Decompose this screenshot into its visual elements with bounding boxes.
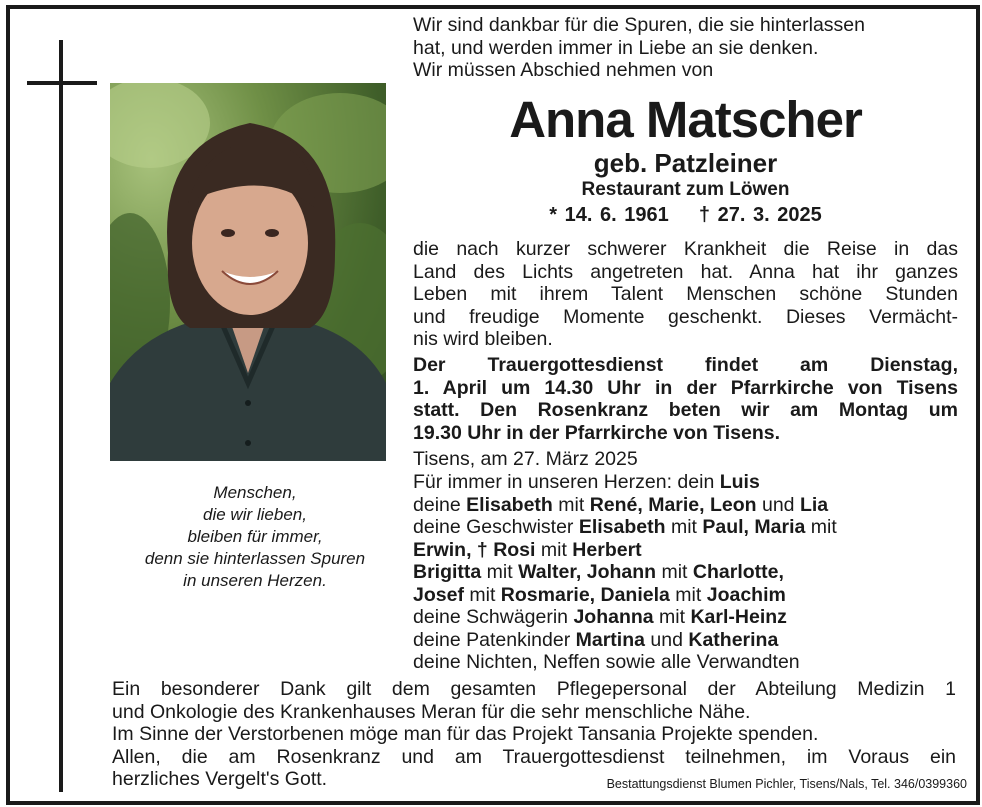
poem: [110, 482, 400, 592]
mourner-name: Martina: [575, 628, 645, 651]
mourner-line: [413, 629, 958, 652]
mourner-line: [413, 494, 958, 517]
poem-line: die wir lieben,: [203, 505, 307, 524]
mourner-name: Herbert: [572, 538, 642, 561]
mourner-name: Katherina: [688, 628, 779, 651]
thanks-line: Allen, die am Rosenkranz und am Trauergottesdienst teilnehmen, im Voraus ein: [112, 745, 956, 768]
mourner-text: und: [644, 628, 689, 651]
thanks-text: [112, 678, 956, 791]
mourner-text: deine Schwägerin: [413, 606, 574, 628]
mourner-line: [413, 561, 958, 584]
thanks-line: herzliches Vergelt's Gott.: [112, 768, 328, 790]
mourner-name: Elisabeth: [466, 493, 553, 516]
mourner-text: mit: [552, 493, 590, 516]
thanks-line: Im Sinne der Verstorbenen möge man für das Projekt Tansania Projekte spenden.: [112, 723, 819, 745]
message-line: Leben mit ihrem Talent Menschen schöne Stunden: [413, 283, 958, 305]
poem-line: bleiben für immer,: [187, 527, 323, 546]
deceased-name: Anna Matscher: [509, 91, 862, 148]
mourner-text: mit: [656, 561, 693, 583]
mourner-text: mit: [665, 516, 703, 538]
service-line: 1. April um 14.30 Uhr in der Pfarrkirche von Tisens: [413, 376, 958, 399]
deceased-block: [413, 92, 958, 228]
mourner-line: [413, 539, 958, 562]
maiden-name: geb. Patzleiner: [593, 148, 778, 178]
cross-icon-vertical: [59, 40, 63, 792]
mourner-text: deine: [413, 493, 467, 516]
funeral-service-credit: Bestattungsdienst Blumen Pichler, Tisens/Nals, Tel. 346/0399360: [606, 777, 967, 791]
intro-text: [413, 14, 958, 82]
service-line: statt. Den Rosenkranz beten wir am Montag um: [413, 399, 958, 421]
place-date: [413, 448, 958, 471]
mourner-name: René, Marie, Leon: [589, 493, 757, 516]
poem-line: Menschen,: [213, 483, 297, 502]
mourner-line: deine Nichten, Neffen sowie alle Verwandten: [413, 651, 800, 673]
intro-line: Wir sind dankbar für die Spuren, die sie hinterlassen: [413, 14, 865, 36]
mourner-name: Josef: [413, 583, 464, 606]
intro-line: Wir müssen Abschied nehmen von: [413, 59, 714, 81]
cross-icon-horizontal: [27, 81, 97, 85]
mourner-text: mit: [805, 516, 837, 538]
mourner-text: mit: [481, 561, 519, 583]
mourner-text: deine Patenkinder: [413, 628, 576, 651]
mourner-text: mit: [653, 606, 691, 628]
mourner-text: mit: [535, 538, 573, 561]
poem-line: in unseren Herzen.: [183, 571, 327, 590]
message-line: und freudige Momente geschenkt. Dieses Vermächt-: [413, 305, 958, 328]
mourner-line: [413, 606, 958, 629]
service-text: [413, 354, 958, 444]
mourner-name: Erwin, † Rosi: [413, 538, 536, 561]
life-dates: * 14. 6. 1961 † 27. 3. 2025: [549, 204, 822, 226]
mourner-text: mit: [463, 583, 501, 606]
message-line: Land des Lichts angetreten hat. Anna hat ihr ganzes: [413, 260, 958, 283]
mourner-text: und: [756, 493, 800, 516]
mourner-name: Joachim: [706, 583, 786, 606]
portrait-photo: [110, 83, 386, 461]
mourner-name: Karl-Heinz: [690, 606, 787, 628]
message-line: nis wird bleiben.: [413, 328, 553, 350]
mourner-line: [413, 516, 958, 539]
mourner-line: [413, 584, 958, 607]
mourner-line: [413, 471, 958, 494]
mourners-list: [413, 471, 958, 674]
business-name: Restaurant zum Löwen: [581, 179, 790, 200]
mourner-name: Brigitta: [413, 561, 482, 583]
place-date-text: Tisens, am 27. März 2025: [413, 448, 638, 470]
mourner-name: Lia: [799, 493, 829, 516]
mourner-text: Für immer in unseren Herzen: dein: [413, 471, 720, 493]
mourner-text: mit: [669, 583, 707, 606]
mourner-name: Charlotte,: [692, 561, 784, 583]
thanks-line: und Onkologie des Krankenhauses Meran für die sehr menschliche Nähe.: [112, 700, 751, 723]
mourner-name: Rosmarie, Daniela: [500, 583, 670, 606]
message-line: die nach kurzer schwerer Krankheit die Reise in das: [413, 238, 958, 260]
message-text: [413, 238, 958, 351]
thanks-line: Ein besonderer Dank gilt dem gesamten Pflegepersonal der Abteilung Medizin 1: [112, 678, 956, 700]
mourner-name: Luis: [719, 471, 760, 493]
mourner-name: Walter, Johann: [518, 561, 657, 583]
service-line: 19.30 Uhr in der Pfarrkirche von Tisens.: [413, 421, 781, 444]
mourner-name: Elisabeth: [578, 516, 666, 538]
mourner-name: Johanna: [573, 606, 654, 628]
poem-line: denn sie hinterlassen Spuren: [144, 549, 366, 568]
service-line: Der Trauergottesdienst findet am Dienstag,: [413, 354, 958, 376]
mourner-text: deine Geschwister: [413, 516, 579, 538]
mourner-name: Paul, Maria: [702, 516, 806, 538]
intro-line: hat, und werden immer in Liebe an sie denken.: [413, 36, 819, 59]
